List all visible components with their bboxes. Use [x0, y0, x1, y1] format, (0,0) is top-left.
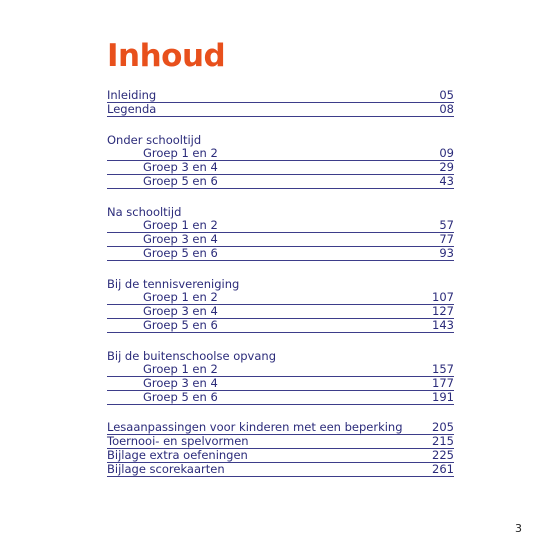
toc-entry-page: 57 — [439, 218, 454, 232]
toc-entry-page: 225 — [432, 448, 454, 462]
toc-section-appendix — [107, 421, 454, 477]
toc-entry[interactable] — [107, 89, 454, 103]
toc-entry-page: 261 — [432, 462, 454, 476]
toc-section-onder-schooltijd — [107, 133, 454, 189]
toc-section-heading: Bij de buitenschoolse opvang — [107, 349, 276, 363]
toc-entry[interactable] — [107, 147, 454, 161]
toc-entry-label: Bijlage extra oefeningen — [107, 448, 248, 462]
toc-entry-page: 29 — [439, 160, 454, 174]
toc-entry-page: 177 — [432, 376, 454, 390]
table-of-contents — [107, 89, 454, 493]
toc-entry[interactable] — [107, 247, 454, 261]
toc-entry[interactable] — [107, 219, 454, 233]
toc-entry[interactable] — [107, 103, 454, 117]
toc-entry-label: Groep 3 en 4 — [143, 160, 218, 174]
page-number: 3 — [515, 522, 522, 535]
toc-entry[interactable] — [107, 291, 454, 305]
toc-entry-label: Groep 3 en 4 — [143, 304, 218, 318]
toc-section-heading: Bij de tennisvereniging — [107, 277, 240, 291]
toc-entry-page: 107 — [432, 290, 454, 304]
toc-entry-label: Groep 5 en 6 — [143, 318, 218, 332]
toc-entry-page: 43 — [439, 174, 454, 188]
toc-entry-label: Groep 1 en 2 — [143, 146, 218, 160]
toc-entry[interactable] — [107, 233, 454, 247]
toc-entry-page: 143 — [432, 318, 454, 332]
toc-entry-page: 08 — [439, 102, 454, 116]
toc-section-tennisvereniging — [107, 277, 454, 333]
toc-entry[interactable] — [107, 449, 454, 463]
toc-entry-page: 09 — [439, 146, 454, 160]
toc-entry-label: Legenda — [107, 102, 157, 116]
toc-section-heading: Na schooltijd — [107, 205, 182, 219]
toc-entry-label: Inleiding — [107, 88, 157, 102]
toc-entry-label: Groep 1 en 2 — [143, 362, 218, 376]
toc-entry-label: Groep 1 en 2 — [143, 218, 218, 232]
toc-entry[interactable] — [107, 161, 454, 175]
toc-entry-label: Groep 5 en 6 — [143, 390, 218, 404]
toc-section-na-schooltijd — [107, 205, 454, 261]
toc-entry[interactable] — [107, 305, 454, 319]
toc-entry[interactable] — [107, 435, 454, 449]
toc-section-heading: Onder schooltijd — [107, 133, 202, 147]
page-title: Inhoud — [107, 38, 226, 74]
toc-entry-page: 77 — [439, 232, 454, 246]
toc-entry-page: 127 — [432, 304, 454, 318]
toc-entry-label: Groep 5 en 6 — [143, 246, 218, 260]
toc-entry[interactable] — [107, 391, 454, 405]
toc-entry-label: Groep 5 en 6 — [143, 174, 218, 188]
toc-entry-page: 205 — [432, 420, 454, 434]
toc-entry[interactable] — [107, 463, 454, 477]
toc-section-intro — [107, 89, 454, 117]
toc-entry-label: Groep 3 en 4 — [143, 376, 218, 390]
toc-entry-label: Lesaanpassingen voor kinderen met een beperking — [107, 420, 403, 434]
toc-section-buitenschoolse-opvang — [107, 349, 454, 405]
toc-entry-page: 93 — [439, 246, 454, 260]
toc-entry[interactable] — [107, 175, 454, 189]
toc-entry-page: 157 — [432, 362, 454, 376]
toc-entry-page: 05 — [439, 88, 454, 102]
toc-entry-page: 191 — [432, 390, 454, 404]
toc-entry[interactable] — [107, 363, 454, 377]
toc-entry[interactable] — [107, 421, 454, 435]
toc-entry-label: Groep 3 en 4 — [143, 232, 218, 246]
toc-entry[interactable] — [107, 319, 454, 333]
toc-entry-label: Groep 1 en 2 — [143, 290, 218, 304]
toc-entry-label: Toernooi- en spelvormen — [107, 434, 249, 448]
toc-entry-label: Bijlage scorekaarten — [107, 462, 225, 476]
toc-entry-page: 215 — [432, 434, 454, 448]
toc-entry[interactable] — [107, 377, 454, 391]
